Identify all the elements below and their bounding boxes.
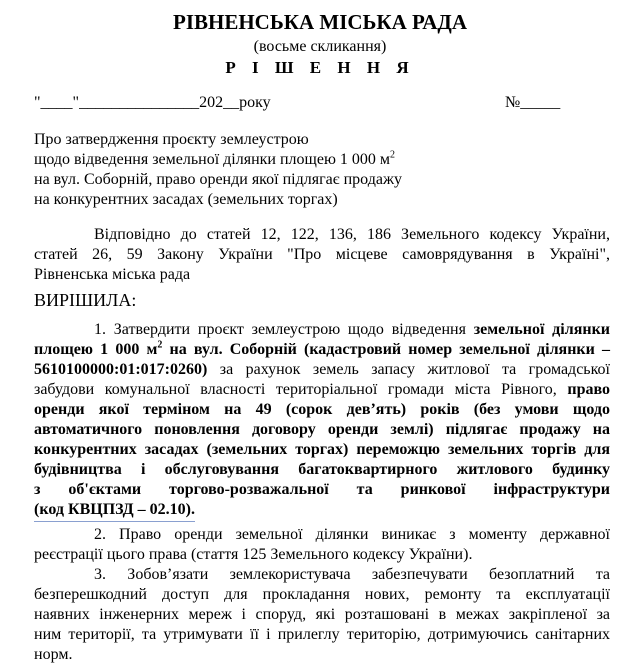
title-line-3: на вул. Соборній, право оренди якої підлягає продажу xyxy=(34,171,402,188)
p3-line-1: 3. Зобов’язати землекористувача забезпечувати безоплатний та xyxy=(94,566,610,583)
preamble-line-3: Рівненська міська рада xyxy=(34,266,191,283)
p1-line-7: конкурентних засадах (земельних торгах) переможцю земельних торгів для xyxy=(34,441,610,458)
preamble-line-2: статей 26, 59 Закону України "Про місцеве самоврядування в Україні", xyxy=(34,246,610,263)
title-line-2: щодо відведення земельної ділянки площею 1 000 $м^2$ xyxy=(34,149,396,168)
convocation-subtitle: (восьме скликання) xyxy=(253,38,387,55)
title-line-4: на конкурентних засадах (земельних торгах) xyxy=(34,191,338,208)
p1-line-6: автоматичного поновлення договору оренди землі) підлягає продажу на xyxy=(34,421,610,438)
date-field: "____"_______________202__року xyxy=(34,94,271,111)
p1-line-4: забудови комунальної власності територіальної громади міста Рівного, право xyxy=(34,381,610,398)
council-title: РІВНЕНСЬКА МІСЬКА РАДА xyxy=(173,10,467,34)
number-field: №_____ xyxy=(505,94,561,111)
p3-line-4: ним території, та утримувати її і прилеглу територію, дотримуючись санітарних xyxy=(34,626,610,643)
p1-line-1: 1. Затвердити проєкт землеустрою щодо відведення земельної ділянки xyxy=(94,321,611,338)
decided-heading: ВИРІШИЛА: xyxy=(34,290,137,310)
p3-line-2: безперешкодний доступ для прокладання нових, ремонту та експлуатації xyxy=(34,586,610,603)
p1-line-8: будівництва і обслуговування багатоквартирного житлового будинку xyxy=(34,461,610,478)
title-superscript: 2 xyxy=(390,149,396,161)
p1-line-10: (код КВЦПЗД – 02.10). xyxy=(34,500,195,522)
preamble-line-1: Відповідно до статей 12, 122, 136, 186 Земельного кодексу України, xyxy=(94,226,610,243)
title-line-1: Про затвердження проєкту землеустрою xyxy=(34,131,309,148)
p1-line-2: площею 1 000 $м^2$ на вул. Соборній (кадастровий номер земельної ділянки – xyxy=(34,339,611,358)
p1-line-9: з об'єктами торгово-розважальної та ринкової інфраструктури xyxy=(34,481,610,498)
p1-line-3: 5610100000:01:017:0260) за рахунок земель запасу житлової та громадської xyxy=(34,361,610,378)
p3-line-5: норм. xyxy=(34,646,73,663)
p3-line-3: наявних інженерних мереж і споруд, які розташовані в межах закріпленої за xyxy=(34,606,610,623)
p1-line-5: оренди якої терміном на 49 (сорок дев’ять) років (без умови щодо xyxy=(34,401,610,418)
p2-line-2: реєстрації цього права (стаття 125 Земельного кодексу України). xyxy=(34,546,473,563)
p2-line-1: 2. Право оренди земельної ділянки виникає з моменту державної xyxy=(94,526,610,543)
decision-heading: Р І Ш Е Н Н Я xyxy=(225,58,415,77)
